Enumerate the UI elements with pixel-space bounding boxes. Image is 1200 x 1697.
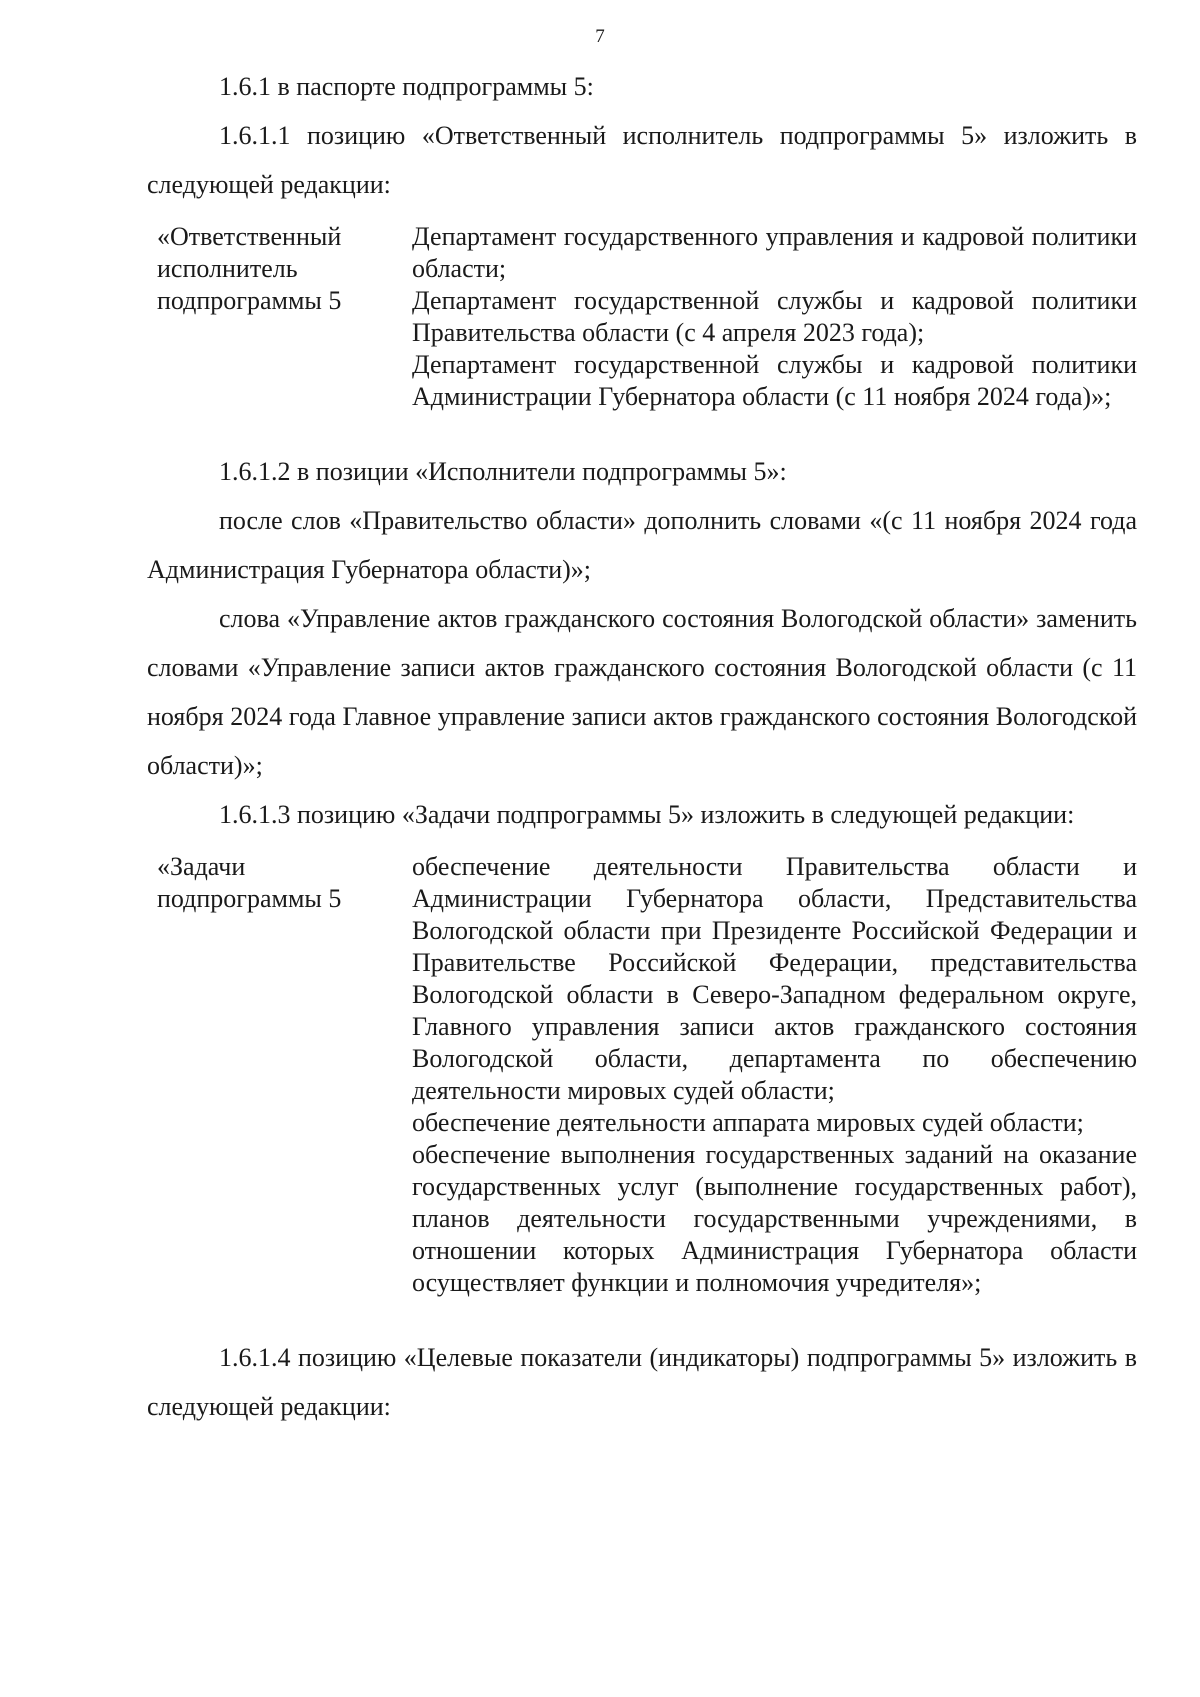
responsible-executor-label: «Ответственный исполнитель подпрограммы 5 — [157, 222, 342, 315]
paragraph-after-words: после слов «Правительство области» дополнить словами «(с 11 ноября 2024 года Администрация Губернатора области)»; — [147, 506, 1137, 584]
page-number: 7 — [595, 26, 605, 47]
paragraph-1-6-1-3: 1.6.1.3 позицию «Задачи подпрограммы 5» изложить в следующей редакции: — [219, 800, 1075, 829]
tasks-table — [157, 851, 1137, 1299]
tasks-line: обеспечение выполнения государственных заданий на оказание государственных услуг (выполнение государственных работ), планов деятельности государственными учреждениями, в отношении которых Администрация Губернатора области осуществляет функции и полномочия учредителя»; — [412, 1140, 1137, 1297]
tasks-label: «Задачи подпрограммы 5 — [157, 852, 342, 913]
spacer — [147, 427, 1137, 447]
paragraph-replace-words: слова «Управление актов гражданского состояния Вологодской области» заменить словами «Управление записи актов гражданского состояния Вологодской области (с 11 ноября 2024 года Главное управление записи актов гражданского состояния Вологодской области)»; — [147, 604, 1137, 780]
responsible-executor-line: Департамент государственной службы и кадровой политики Правительства области (с 4 апреля 2023 года); — [412, 286, 1137, 347]
paragraph-1-6-1: 1.6.1 в паспорте подпрограммы 5: — [219, 72, 594, 101]
responsible-executor-line: Департамент государственной службы и кадровой политики Администрации Губернатора области (с 11 ноября 2024 года)»; — [412, 350, 1137, 411]
paragraph-1-6-1-4: 1.6.1.4 позицию «Целевые показатели (индикаторы) подпрограммы 5» изложить в следующей редакции: — [147, 1343, 1137, 1421]
tasks-line: обеспечение деятельности Правительства области и Администрации Губернатора области, Представительства Вологодской области при Президенте Российской Федерации и Правительстве Российской Федерации, представительства Вологодской области в Северо-Западном федеральном округе, Главного управления записи актов гражданского состояния Вологодской области, департамента по обеспечению деятельности мировых судей области; — [412, 852, 1137, 1105]
paragraph-1-6-1-2: 1.6.1.2 в позиции «Исполнители подпрограммы 5»: — [219, 457, 787, 486]
paragraph-1-6-1-1: 1.6.1.1 позицию «Ответственный исполнитель подпрограммы 5» изложить в следующей редакции: — [147, 121, 1137, 199]
responsible-executor-value — [412, 221, 1137, 413]
tasks-value — [412, 851, 1137, 1299]
responsible-executor-line: Департамент государственного управления и кадровой политики области; — [412, 222, 1137, 283]
document-body — [147, 62, 1137, 1431]
responsible-executor-table — [157, 221, 1137, 413]
spacer — [147, 1313, 1137, 1333]
tasks-line: обеспечение деятельности аппарата мировых судей области; — [412, 1108, 1084, 1137]
